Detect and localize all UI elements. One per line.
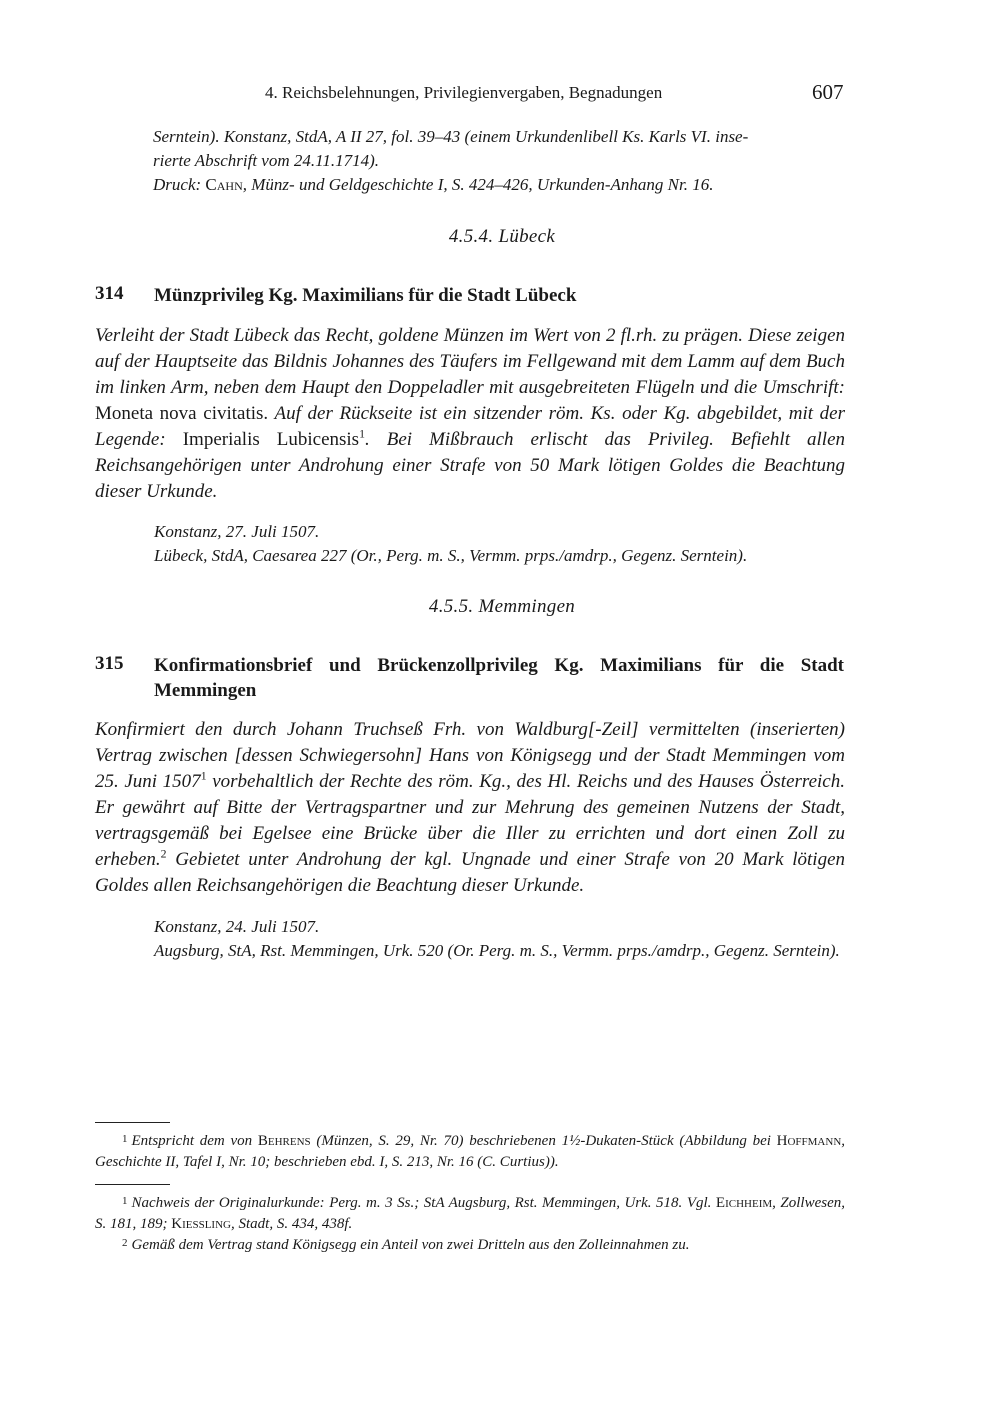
footnote-mark: 1 bbox=[122, 1133, 128, 1145]
footnote-314-1 bbox=[95, 1129, 845, 1173]
druck-reference: , Münz- und Geldgeschichte I, S. 424–426, Urkunden-Anhang Nr. 16. bbox=[242, 175, 714, 194]
footnote-text: (Münzen, S. 29, Nr. 70) beschriebenen 1½-Dukaten-Stück (Abbildung bei bbox=[316, 1133, 771, 1149]
footnote-text: , Geschichte II, Tafel I, Nr. 10; beschrieben ebd. I, S. 213, Nr. 16 (C. Curtius)). bbox=[95, 1133, 846, 1170]
document-meta-315 bbox=[154, 915, 844, 963]
footnote-text: Gemäß dem Vertrag stand Königsegg ein Anteil von zwei Dritteln aus den Zolleinnahmen zu. bbox=[131, 1237, 690, 1253]
druck-label: Druck: bbox=[153, 175, 202, 194]
footnote-text: , Zollwesen, S. 181, 189; bbox=[95, 1195, 845, 1232]
footnote-ref-315-1: 1 bbox=[200, 769, 207, 783]
regest-315 bbox=[95, 717, 845, 899]
document-title-315: Konfirmationsbrief und Brückenzollprivileg Kg. Maximilians für die Stadt Memmingen bbox=[154, 655, 844, 701]
druck-author: Cahn bbox=[205, 175, 243, 194]
footnote-text: Entspricht dem von bbox=[131, 1133, 253, 1149]
footnote-rule-315 bbox=[95, 1184, 170, 1185]
document-meta-314 bbox=[154, 520, 844, 568]
regest-314-part-3: . Bei Mißbrauch erlischt das Privileg. Befiehlt allen Reichsangehörigen unter Androhung einer Strafe von 50 Mark lötigen Goldes die Beachtung dieser Urkunde. bbox=[95, 429, 845, 502]
footnote-315-2 bbox=[95, 1233, 845, 1256]
footnote-mark: 2 bbox=[122, 1237, 128, 1249]
date-place-315: Konstanz, 24. Juli 1507. bbox=[154, 917, 320, 936]
previous-source-line-1: Serntein). Konstanz, StdA, A II 27, fol. 39–43 (einem Urkundenlibell Ks. Karls VI. inse- bbox=[153, 127, 749, 146]
previous-entry-source bbox=[153, 125, 845, 197]
date-place-314: Konstanz, 27. Juli 1507. bbox=[154, 522, 320, 541]
document-title-314: Münzprivileg Kg. Maximilians für die Stadt Lübeck bbox=[154, 285, 577, 306]
footnote-315-1 bbox=[95, 1191, 845, 1235]
footnote-mark: 1 bbox=[122, 1195, 128, 1207]
archive-source-315: Augsburg, StA, Rst. Memmingen, Urk. 520 (Or. Perg. m. S., Vermm. prps./amdrp., Gegenz. Serntein). bbox=[154, 941, 840, 960]
section-heading-memmingen: 4.5.5. Memmingen bbox=[428, 596, 576, 617]
previous-source-line-2: rierte Abschrift vom 24.11.1714). bbox=[153, 151, 380, 170]
regest-315-part-2: vorbehaltlich der Rechte des röm. Kg., des Hl. Reichs und des Hauses Österreich. Er gewährt auf Bitte der Vertragspartner und zur Mehrung des gemeinen Nutzens der Stadt, vertragsgemäß bei Egelsee eine Brücke über die Iller zu errichten und dort einen Zoll zu erheben. bbox=[95, 771, 845, 870]
section-heading-luebeck: 4.5.4. Lübeck bbox=[448, 226, 556, 247]
page-number: 607 bbox=[812, 80, 844, 104]
regest-315-part-1: Konfirmiert den durch Johann Truchseß Frh. von Waldburg[-Zeil] vermittelten (inserierten) Vertrag zwischen [dessen Schwiegersohn] Hans von Königsegg und der Stadt Memmingen vom 25. Juni 1507 bbox=[95, 719, 845, 792]
footnote-author: Hoffmann bbox=[776, 1133, 842, 1149]
footnote-text: , Stadt, S. 434, 438f. bbox=[230, 1216, 353, 1232]
footnote-text: Nachweis der Originalurkunde: Perg. m. 3 Ss.; StA Augsburg, Rst. Memmingen, Urk. 518. Vgl. bbox=[131, 1195, 712, 1211]
regest-314-quote-1: Moneta nova civitatis. bbox=[95, 403, 269, 424]
running-head: 4. Reichsbelehnungen, Privilegienvergaben, Begnadungen bbox=[265, 83, 663, 102]
regest-314-part-1: Verleiht der Stadt Lübeck das Recht, goldene Münzen im Wert von 2 fl.rh. zu prägen. Diese zeigen auf der Hauptseite das Bildnis Johannes des Täufers im Fellgewand mit dem Lamm auf dem Buch im linken Arm, neben dem Haupt den Doppeladler mit ausgebreiteten Flügeln und die Umschrift: bbox=[95, 325, 845, 398]
archive-source-314: Lübeck, StdA, Caesarea 227 (Or., Perg. m. S., Vermm. prps./amdrp., Gegenz. Serntein). bbox=[154, 546, 748, 565]
document-number-314: 314 bbox=[95, 283, 124, 304]
footnote-ref-315-2: 2 bbox=[160, 847, 167, 861]
regest-314-part-2: Auf der Rückseite ist ein sitzender röm. Ks. oder Kg. abgebildet, mit der Legende: bbox=[95, 403, 845, 450]
footnote-ref-314-1: 1 bbox=[359, 427, 365, 441]
regest-315-part-3: Gebietet unter Androhung der kgl. Ungnade und einer Strafe von 20 Mark lötigen Goldes allen Reichsangehörigen die Beachtung dieser Urkunde. bbox=[95, 849, 845, 896]
regest-314 bbox=[95, 323, 845, 505]
footnote-rule-314 bbox=[95, 1122, 170, 1123]
regest-314-quote-2: Imperialis Lubicensis bbox=[182, 429, 360, 450]
footnote-author: Kiessling bbox=[171, 1216, 231, 1232]
footnote-author: Eichheim bbox=[715, 1195, 773, 1211]
footnote-author: Behrens bbox=[257, 1133, 311, 1149]
document-number-315: 315 bbox=[95, 653, 124, 674]
